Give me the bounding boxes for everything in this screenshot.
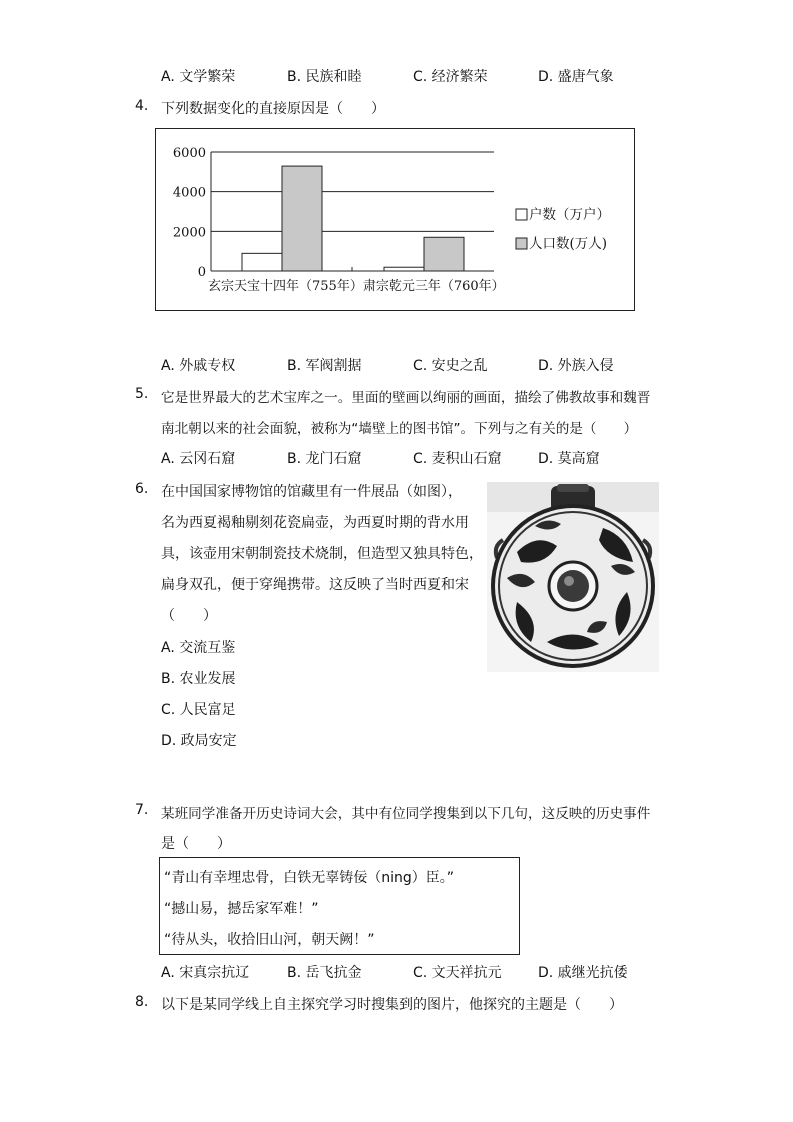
q6-option-a[interactable]: A. 交流互鉴 xyxy=(161,640,236,656)
q4-option-c[interactable]: C. 安史之乱 xyxy=(413,358,488,374)
q7-option-d[interactable]: D. 戚继光抗倭 xyxy=(538,965,628,981)
q3-option-d[interactable]: D. 盛唐气象 xyxy=(538,69,614,85)
legend-label: 户数（万户） xyxy=(529,207,610,223)
q6-stem-line-4: 扁身双孔，便于穿绳携带。这反映了当时西夏和宋 xyxy=(161,577,469,593)
q7-number: 7. xyxy=(135,802,149,818)
bar-households-1 xyxy=(242,253,282,271)
q8-number: 8. xyxy=(135,994,149,1010)
q3-option-c[interactable]: C. 经济繁荣 xyxy=(413,69,488,85)
q5-stem-line-1: 它是世界最大的艺术宝库之一。里面的壁画以绚丽的画面，描绘了佛教故事和魏晋 xyxy=(161,390,651,406)
y-tick-label: 6000 xyxy=(172,146,206,161)
poem-box xyxy=(159,857,520,955)
q6-option-c[interactable]: C. 人民富足 xyxy=(161,702,236,718)
q6-stem-line-3: 具，该壶用宋朝制瓷技术烧制，但造型又独具特色， xyxy=(161,546,483,562)
q6-option-b[interactable]: B. 农业发展 xyxy=(161,671,236,687)
q3-option-a[interactable]: A. 文学繁荣 xyxy=(161,69,236,85)
bar-households-2 xyxy=(384,267,424,271)
q6-stem-line-5: （ ） xyxy=(161,608,217,624)
q7-option-c[interactable]: C. 文天祥抗元 xyxy=(413,965,502,981)
q5-option-b[interactable]: B. 龙门石窟 xyxy=(287,451,362,467)
q4-option-d[interactable]: D. 外族入侵 xyxy=(538,358,614,374)
q5-number: 5. xyxy=(135,386,149,402)
q4-stem: 下列数据变化的直接原因是（ ） xyxy=(161,101,385,117)
x-axis-labels: 玄宗天宝十四年（755年）肃宗乾元三年（760年） xyxy=(208,279,505,294)
q6-number: 6. xyxy=(135,481,149,497)
poem-line-3: “待从头，收拾旧山河，朝天阙！” xyxy=(164,932,375,948)
q6-option-d[interactable]: D. 政局安定 xyxy=(161,733,237,749)
y-tick-label: 0 xyxy=(197,265,206,280)
q7-stem-line-1: 某班同学准备开历史诗词大会，其中有位同学搜集到以下几句，这反映的历史事件 xyxy=(161,806,651,822)
q5-option-d[interactable]: D. 莫高窟 xyxy=(538,451,600,467)
poem-line-1: “青山有幸埋忠骨，白铁无辜铸佞（ning）臣。” xyxy=(164,870,455,886)
q7-option-a[interactable]: A. 宋真宗抗辽 xyxy=(161,965,250,981)
q3-option-b[interactable]: B. 民族和睦 xyxy=(287,69,362,85)
legend-swatch xyxy=(516,209,527,220)
poem-line-2: “撼山易，撼岳家军难！” xyxy=(164,901,319,917)
q5-option-a[interactable]: A. 云冈石窟 xyxy=(161,451,236,467)
q6-stem-line-1: 在中国国家博物馆的馆藏里有一件展品（如图）， xyxy=(161,484,462,500)
q4-number: 4. xyxy=(135,98,149,114)
bar-chart xyxy=(156,129,636,312)
chart-frame xyxy=(155,128,635,311)
q4-option-b[interactable]: B. 军阀割据 xyxy=(287,358,362,374)
bar-population-2 xyxy=(424,237,464,271)
y-tick-label: 4000 xyxy=(172,185,206,201)
q7-option-b[interactable]: B. 岳飞抗金 xyxy=(287,965,362,981)
q5-stem-line-2: 南北朝以来的社会面貌，被称为“墙壁上的图书馆”。下列与之有关的是（ ） xyxy=(161,421,638,437)
q8-stem: 以下是某同学线上自主探究学习时搜集到的图片，他探究的主题是（ ） xyxy=(161,997,623,1013)
xixia-flask-image xyxy=(487,482,659,672)
q4-option-a[interactable]: A. 外戚专权 xyxy=(161,358,236,374)
q7-stem-line-2: 是（ ） xyxy=(161,836,231,852)
q6-stem-line-2: 名为西夏褐釉剔刻花瓷扁壶，为西夏时期的背水用 xyxy=(161,515,469,531)
legend-label: 人口数(万人) xyxy=(529,236,608,252)
y-tick-label: 2000 xyxy=(172,225,206,241)
legend-swatch xyxy=(516,238,527,249)
bar-population-1 xyxy=(282,166,322,271)
q5-option-c[interactable]: C. 麦积山石窟 xyxy=(413,451,502,467)
